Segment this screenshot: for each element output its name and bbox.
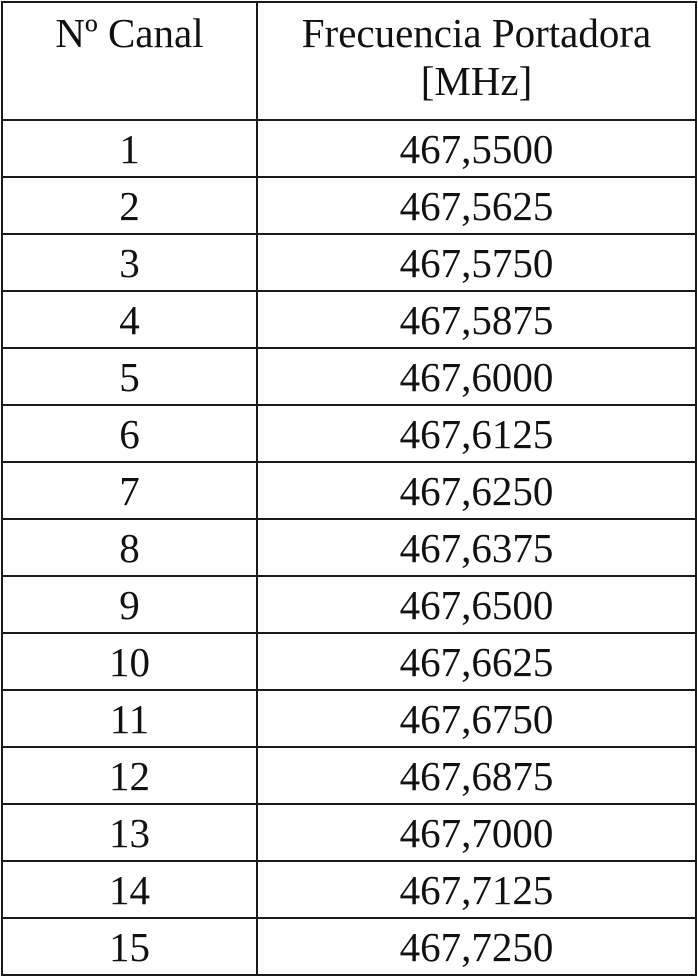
frequency-cell: 467,6375 [257,519,696,576]
frequency-cell: 467,6250 [257,462,696,519]
frequency-cell: 467,5750 [257,234,696,291]
table-row [2,234,696,291]
frequency-cell: 467,6125 [257,405,696,462]
frequency-cell: 467,6750 [257,690,696,747]
channel-frequency-table [1,1,697,976]
header-frequency-unit: [MHz] [420,58,533,104]
frequency-cell: 467,6500 [257,576,696,633]
channel-cell: 14 [2,861,257,918]
frequency-cell: 467,6625 [257,633,696,690]
table-row [2,918,696,975]
table-row [2,348,696,405]
frequency-cell: 467,5625 [257,177,696,234]
channel-cell: 13 [2,804,257,861]
channel-cell: 7 [2,462,257,519]
header-frequency [257,2,696,120]
table-row [2,576,696,633]
table-row [2,804,696,861]
table-row [2,519,696,576]
table-row [2,462,696,519]
channel-cell: 5 [2,348,257,405]
table-row [2,861,696,918]
channel-cell: 6 [2,405,257,462]
channel-cell: 15 [2,918,257,975]
table-row [2,291,696,348]
header-channel: Nº Canal [2,2,257,120]
table-row [2,177,696,234]
header-row [2,2,696,120]
channel-cell: 10 [2,633,257,690]
channel-cell: 8 [2,519,257,576]
channel-cell: 3 [2,234,257,291]
table-row [2,633,696,690]
frequency-cell: 467,7000 [257,804,696,861]
frequency-cell: 467,6875 [257,747,696,804]
frequency-cell: 467,5875 [257,291,696,348]
channel-cell: 12 [2,747,257,804]
table-row [2,690,696,747]
table-header [2,2,696,120]
header-frequency-title: Frecuencia Portadora [301,10,652,56]
frequency-cell: 467,5500 [257,120,696,177]
channel-frequency-table-container [1,1,695,970]
table-row [2,747,696,804]
channel-cell: 11 [2,690,257,747]
channel-cell: 2 [2,177,257,234]
frequency-cell: 467,7125 [257,861,696,918]
frequency-cell: 467,6000 [257,348,696,405]
frequency-cell: 467,7250 [257,918,696,975]
table-row [2,405,696,462]
channel-cell: 1 [2,120,257,177]
table-body [2,120,696,975]
channel-cell: 9 [2,576,257,633]
table-row [2,120,696,177]
channel-cell: 4 [2,291,257,348]
